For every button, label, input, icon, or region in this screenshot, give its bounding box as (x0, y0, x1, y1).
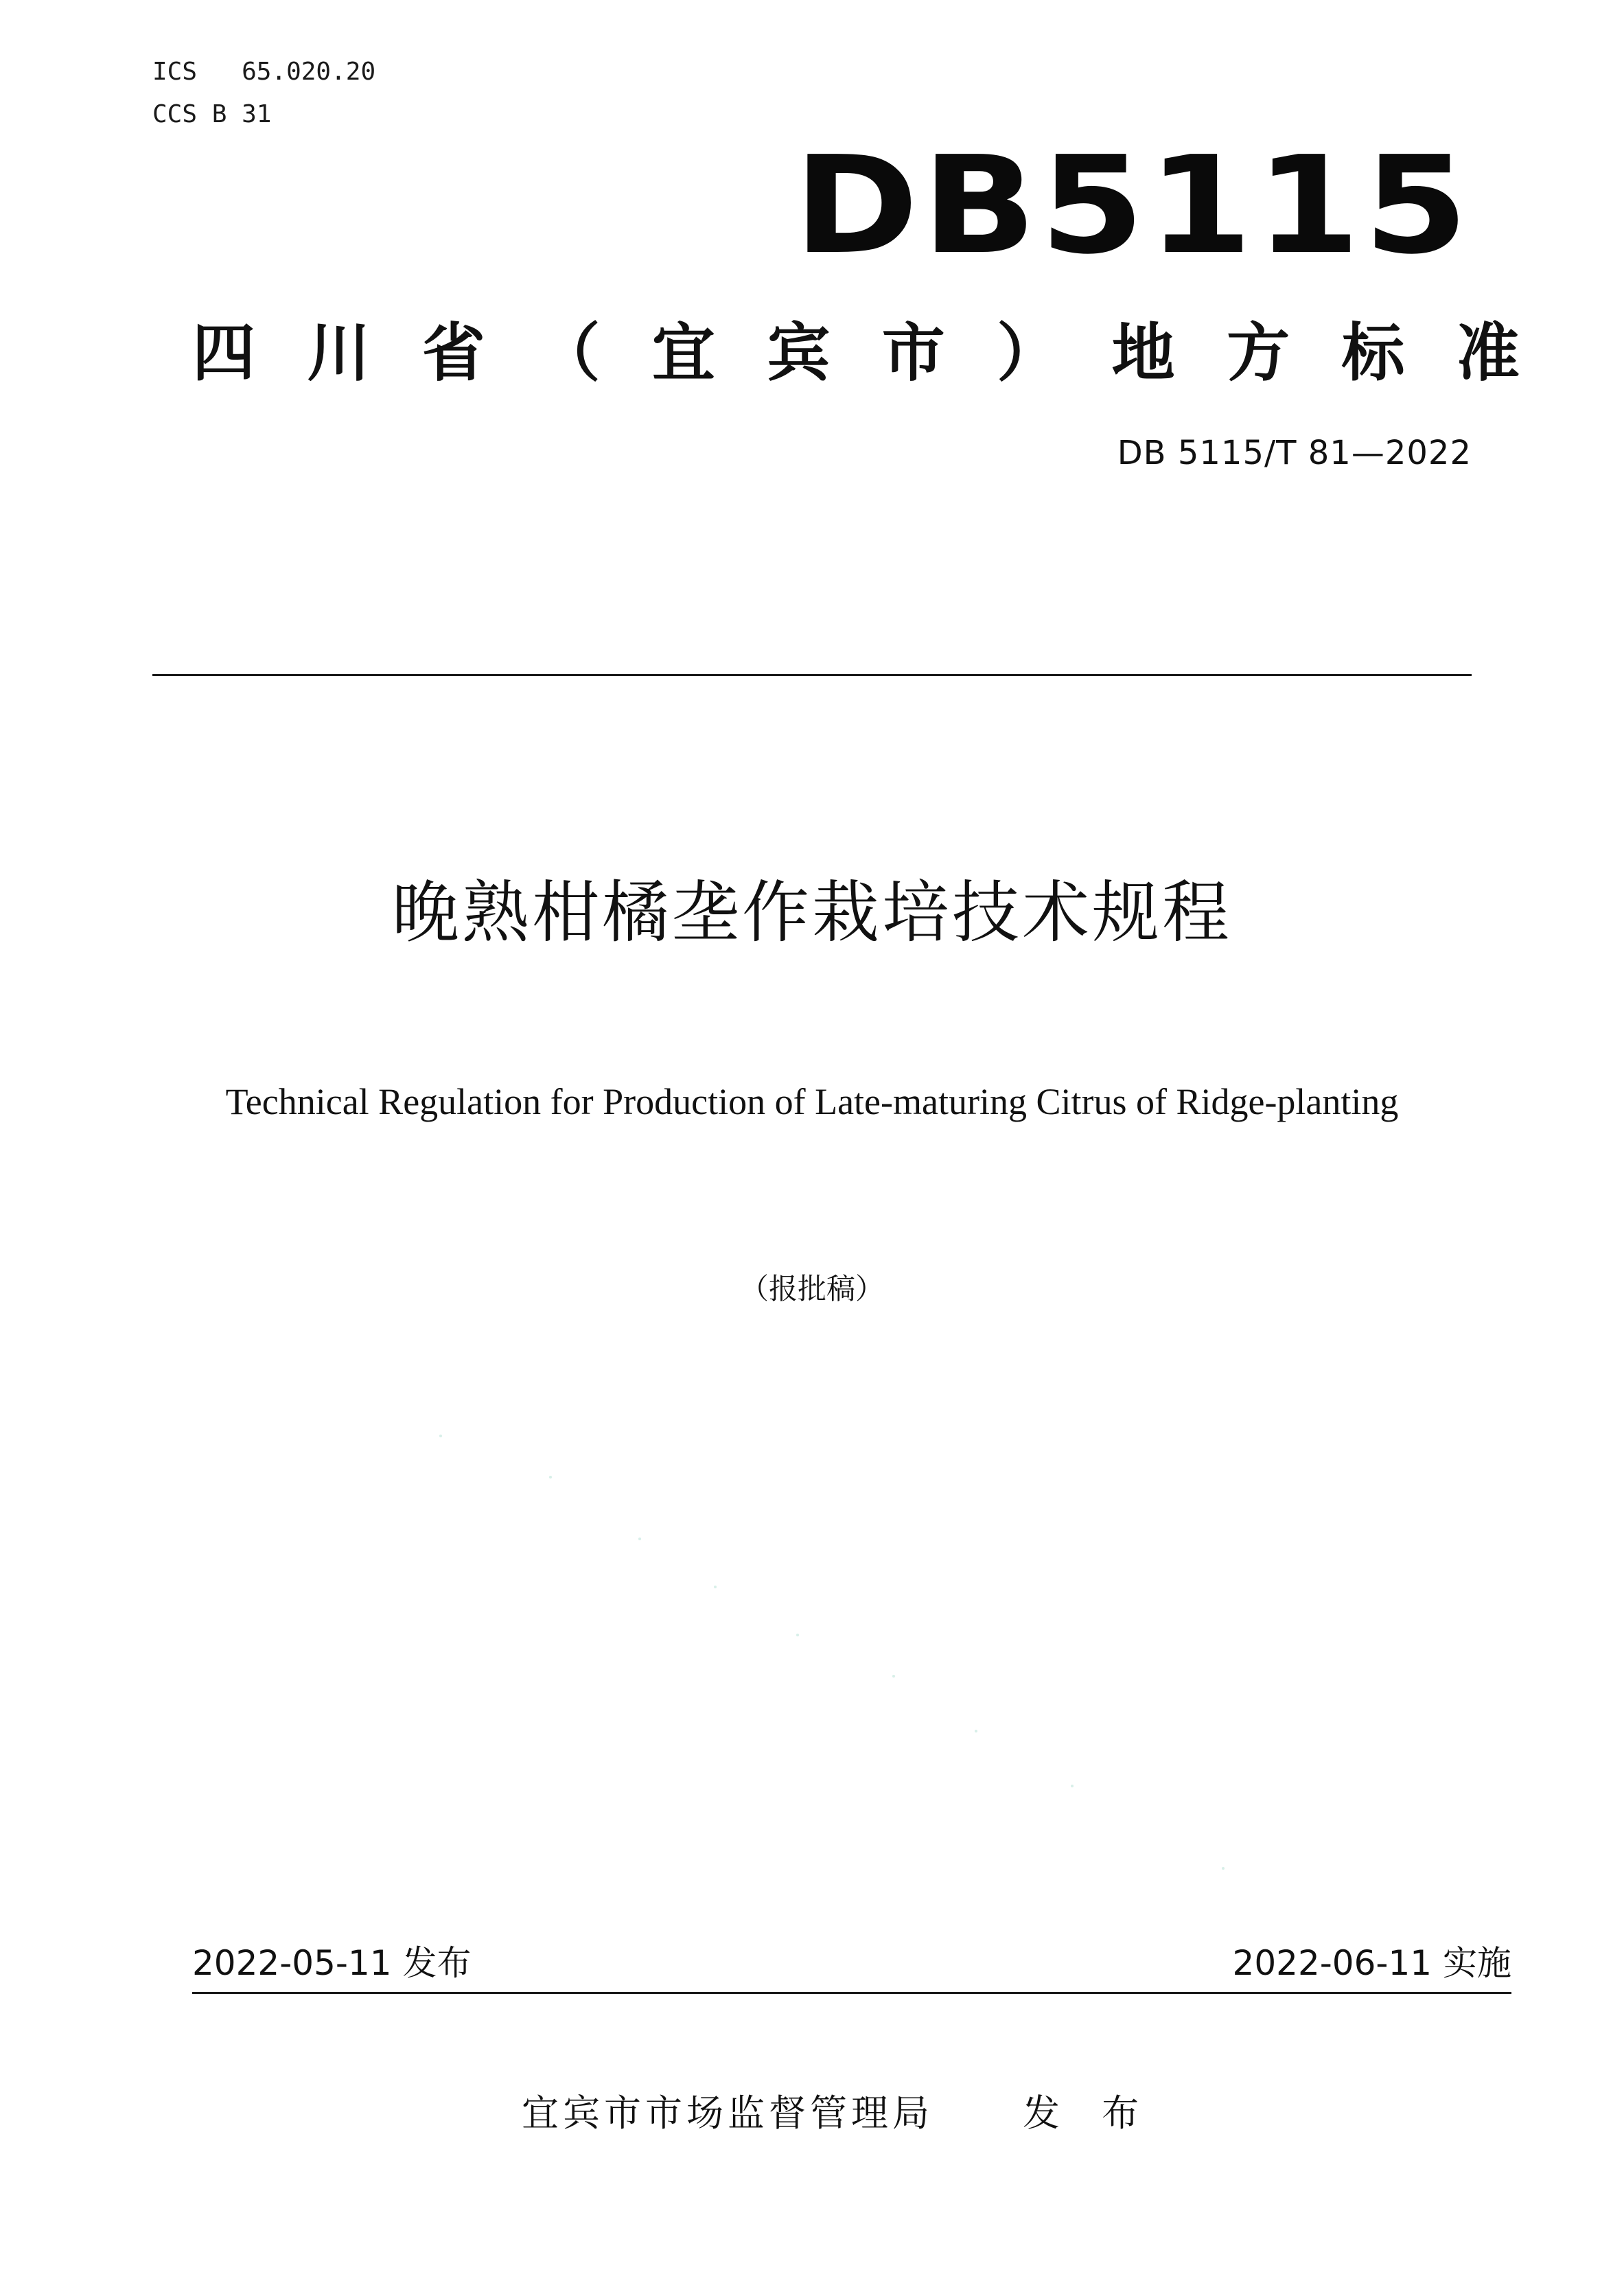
category-char: 宜 (651, 316, 719, 390)
ics-code: 65.020.20 (242, 58, 376, 86)
category-char: 川 (307, 316, 375, 390)
chinese-title: 晚熟柑橘垄作栽培技术规程 (391, 874, 1232, 952)
scan-speck (439, 1435, 442, 1437)
scan-speck (796, 1634, 799, 1636)
category-char: 准 (1456, 316, 1524, 390)
ccs-code-line (152, 93, 375, 136)
db-logo: DB5115 (793, 128, 1472, 284)
category-char: 四 (192, 316, 260, 390)
issuer-row (522, 2089, 1154, 2137)
bottom-divider (192, 1992, 1511, 1994)
implement-date: 2022-06-11 实施 (1232, 1943, 1511, 1983)
standard-number: DB 5115/T 81—2022 (1117, 434, 1472, 472)
category-char: 省 (421, 316, 489, 390)
scan-speck (975, 1730, 977, 1732)
scan-speck (1222, 1867, 1225, 1870)
classification-codes (152, 51, 375, 136)
standard-category-title (192, 316, 1524, 391)
scan-speck (892, 1675, 895, 1678)
category-char: （ (537, 316, 605, 390)
scan-speck (1071, 1785, 1074, 1787)
ccs-label: CCS (152, 100, 198, 128)
issue-action: 发 布 (1023, 2091, 1155, 2135)
category-char: 市 (881, 316, 949, 390)
scan-speck (549, 1476, 552, 1479)
category-char: 宾 (767, 316, 835, 390)
category-char: 标 (1341, 316, 1409, 390)
ics-code-line (152, 51, 375, 93)
issuer-name: 宜宾市市场监督管理局 (522, 2091, 933, 2135)
category-char: ） (997, 316, 1065, 390)
category-char: 地 (1111, 316, 1179, 390)
ics-label: ICS (152, 58, 198, 86)
dates-row (192, 1941, 1511, 1985)
english-title: Technical Regulation for Production of Late-maturing Citrus of Ridge-planting (225, 1081, 1399, 1122)
category-char: 方 (1227, 316, 1295, 390)
draft-status: （报批稿） (739, 1272, 884, 1306)
scan-speck (638, 1538, 641, 1540)
publish-date: 2022-05-11 发布 (192, 1943, 472, 1983)
scan-speck (714, 1586, 717, 1588)
top-divider (152, 674, 1472, 676)
ccs-code: B 31 (211, 100, 272, 128)
